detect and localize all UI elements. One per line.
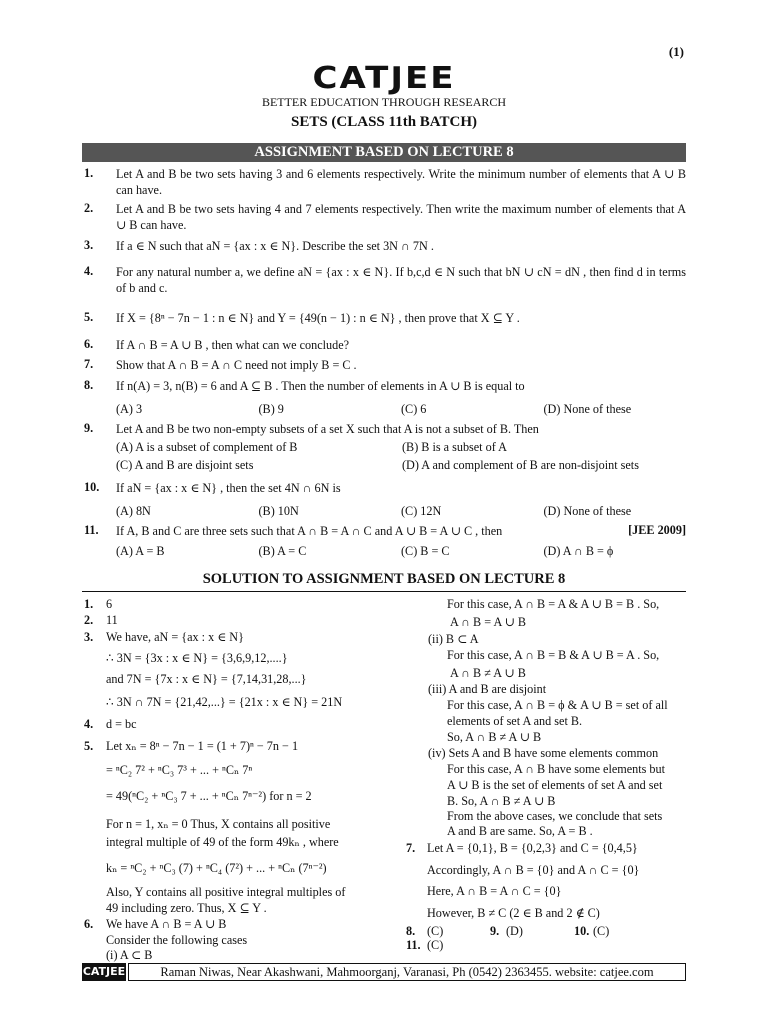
footer [82, 963, 686, 981]
question-number: 3. [84, 238, 94, 252]
option-b: (B) 9 [258, 402, 284, 416]
sol-2: 11 [106, 613, 118, 627]
sol-number: 5. [84, 739, 94, 753]
sol-6-line: For this case, A ∩ B = B & A ∪ B = A . So, [447, 648, 660, 662]
sol-6-line: Consider the following cases [106, 933, 248, 947]
sol-6-line: (ii) B ⊂ A [428, 632, 479, 646]
sol-6-line: A ∩ B ≠ A ∪ B [450, 666, 526, 680]
option-c: (C) 6 [401, 402, 427, 416]
sol-number: 2. [84, 613, 94, 627]
question-6 [84, 337, 686, 353]
answer-9: (D) [506, 924, 523, 938]
question-text: Show that A ∩ B = A ∩ C need not imply B = C . [116, 358, 357, 372]
question-11-options [116, 544, 686, 559]
sol-7-line: Here, A ∩ B = A ∩ C = {0} [427, 884, 562, 898]
question-text: If A ∩ B = A ∪ B , then what can we conclude? [116, 338, 350, 352]
question-number: 4. [84, 264, 94, 278]
question-text: If aN = {ax : x ∈ N} , then the set 4N ∩ 6N is [116, 481, 341, 495]
sol-7-line: However, B ≠ C (2 ∈ B and 2 ∉ C) [427, 906, 600, 920]
sol-6-line: A ∩ B = A ∪ B [450, 615, 527, 629]
question-text: If n(A) = 3, n(B) = 6 and A ⊆ B . Then the number of elements in A ∪ B is equal to [116, 379, 525, 393]
sol-6-line: A ∪ B is the set of elements of set A and set [447, 778, 663, 792]
sol-number: 7. [406, 841, 416, 855]
sol-number: 6. [84, 917, 94, 931]
solution-heading: SOLUTION TO ASSIGNMENT BASED ON LECTURE 8 [202, 571, 566, 587]
question-number: 8. [84, 378, 94, 392]
option-d: (D) None of these [543, 504, 632, 518]
sol-number: 4. [84, 717, 94, 731]
catjee-logo: CATJEE [312, 60, 456, 96]
question-text: If a ∈ N such that aN = {ax : x ∈ N}. Describe the set 3N ∩ 7N . [116, 239, 434, 253]
question-number: 6. [84, 337, 94, 351]
question-number: 10. [84, 480, 100, 494]
sol-number: 1. [84, 597, 94, 611]
question-number: 7. [84, 357, 94, 371]
solutions-left-column [84, 596, 414, 961]
question-number: 11. [84, 523, 99, 537]
question-text: Let A and B be two sets having 3 and 6 elements respectively. Write the minimum number of elements that A ∪ B can have. [116, 167, 686, 197]
question-number: 2. [84, 201, 94, 215]
option-c: (C) B = C [401, 544, 450, 558]
question-text: Let A and B be two non-empty subsets of a set X such that A is not a subset of B. Then [116, 422, 539, 436]
sol-6-line: We have A ∩ B = A ∪ B [106, 917, 227, 931]
sol-6-line: For this case, A ∩ B have some elements but [447, 762, 665, 776]
question-5 [84, 310, 686, 326]
sol-6-line: elements of set A and set B. [447, 714, 583, 728]
sol-3-line: We have, aN = {ax : x ∈ N} [106, 630, 244, 644]
answer-10: (C) [593, 924, 610, 938]
question-8-options [116, 402, 686, 417]
question-text: If A, B and C are three sets such that A ∩ B = A ∩ C and A ∪ B = A ∪ C , then [116, 524, 503, 538]
option-d: (D) A and complement of B are non-disjoint sets [402, 458, 639, 472]
question-9 [84, 421, 686, 437]
page-number: (1) [668, 44, 684, 59]
question-number: 1. [84, 166, 94, 180]
option-d: (D) None of these [543, 402, 632, 416]
sol-5-line: 49 including zero. Thus, X ⊆ Y . [106, 901, 267, 915]
question-1 [84, 166, 686, 198]
answer-11: (C) [427, 938, 444, 952]
answer-8: (C) [427, 924, 444, 938]
sol-6-line: B. So, A ∩ B ≠ A ∪ B [447, 794, 556, 808]
sol-4: d = bc [106, 717, 137, 731]
sol-3-line: ∴ 3N ∩ 7N = {21,42,...} = {21x : x ∈ N} = 21N [106, 695, 343, 709]
option-d: (D) A ∩ B = ϕ [543, 544, 614, 558]
sol-6-line: (i) A ⊂ B [106, 948, 153, 962]
sol-1: 6 [106, 597, 113, 611]
question-9-options [116, 440, 686, 476]
tagline: BETTER EDUCATION THROUGH RESEARCH [261, 95, 507, 109]
question-text: If X = {8ⁿ − 7n − 1 : n ∈ N} and Y = {49(n − 1) : n ∈ N} , then prove that X ⊆ Y . [116, 311, 520, 325]
sol-5-line: = 49(ⁿC₂ + ⁿC₃ 7 + ... + ⁿCₙ 7ⁿ⁻²) for n = 2 [106, 789, 312, 803]
sol-6-line: (iii) A and B are disjoint [428, 682, 547, 696]
sol-6-line: For this case, A ∩ B = ϕ & A ∪ B = set of all [447, 698, 668, 712]
question-3 [84, 238, 686, 254]
sol-5-line: Also, Y contains all positive integral multiples of [106, 885, 346, 899]
sol-6-line: For this case, A ∩ B = A & A ∪ B = B . So, [447, 597, 660, 611]
question-2 [84, 201, 686, 233]
divider [82, 591, 686, 592]
question-number: 5. [84, 310, 94, 324]
sol-number: 9. [490, 924, 500, 938]
sol-5-line: = ⁿC₂ 7² + ⁿC₃ 7³ + ... + ⁿCₙ 7ⁿ [106, 763, 253, 777]
sol-3-line: ∴ 3N = {3x : x ∈ N} = {3,6,9,12,....} [106, 651, 288, 665]
question-11 [84, 523, 686, 539]
sol-3-line: and 7N = {7x : x ∈ N} = {7,14,31,28,...} [106, 672, 307, 686]
question-8 [84, 378, 686, 394]
option-b: (B) A = C [258, 544, 307, 558]
option-b: (B) B is a subset of A [402, 440, 507, 454]
footer-logo: CATJEE [82, 963, 126, 981]
sol-number: 10. [574, 924, 590, 938]
question-7 [84, 357, 686, 373]
question-number: 9. [84, 421, 94, 435]
footer-address: Raman Niwas, Near Akashwani, Mahmoorganj, Varanasi, Ph (0542) 2363455. website: catjee.com [128, 963, 686, 981]
question-10-options [116, 504, 686, 519]
sol-5-line: integral multiple of 49 of the form 49kₙ , where [106, 835, 339, 849]
sol-6-line: From the above cases, we conclude that sets [447, 809, 663, 823]
sol-6-line: (iv) Sets A and B have some elements common [428, 746, 659, 760]
jee-tag: [JEE 2009] [628, 523, 686, 537]
question-10 [84, 480, 686, 496]
sol-7-line: Accordingly, A ∩ B = {0} and A ∩ C = {0} [427, 863, 640, 877]
sol-5-line: For n = 1, xₙ = 0 Thus, X contains all positive [106, 817, 331, 831]
sol-5-line: Let xₙ = 8ⁿ − 7n − 1 = (1 + 7)ⁿ − 7n − 1 [106, 739, 299, 753]
question-text: For any natural number a, we define aN = {ax : x ∈ N}. If b,c,d ∈ N such that bN ∪ cN = dN , then find d in terms of b and c. [116, 265, 686, 295]
page-subtitle: SETS (CLASS 11th BATCH) [290, 114, 478, 130]
option-c: (C) A and B are disjoint sets [116, 458, 254, 472]
question-text: Let A and B be two sets having 4 and 7 elements respectively. Then write the maximum number of elements that A ∪ B can have. [116, 202, 686, 232]
option-a: (A) A is a subset of complement of B [116, 440, 298, 454]
solutions-right-column [400, 596, 690, 961]
sol-number: 8. [406, 924, 416, 938]
assignment-banner: ASSIGNMENT BASED ON LECTURE 8 [82, 143, 686, 162]
option-a: (A) 8N [116, 504, 151, 518]
option-c: (C) 12N [401, 504, 442, 518]
option-b: (B) 10N [258, 504, 299, 518]
sol-number: 3. [84, 630, 94, 644]
option-a: (A) 3 [116, 402, 143, 416]
sol-7-line: Let A = {0,1}, B = {0,2,3} and C = {0,4,5} [427, 841, 638, 855]
question-4 [84, 264, 686, 296]
sol-number: 11. [406, 938, 421, 952]
sol-6-line: So, A ∩ B ≠ A ∪ B [447, 730, 542, 744]
option-a: (A) A = B [116, 544, 165, 558]
sol-6-line: A and B are same. So, A = B . [447, 824, 593, 838]
sol-5-line: kₙ = ⁿC₂ + ⁿC₃ (7) + ⁿC₄ (7²) + ... + ⁿCₙ (7ⁿ⁻²) [106, 861, 327, 875]
